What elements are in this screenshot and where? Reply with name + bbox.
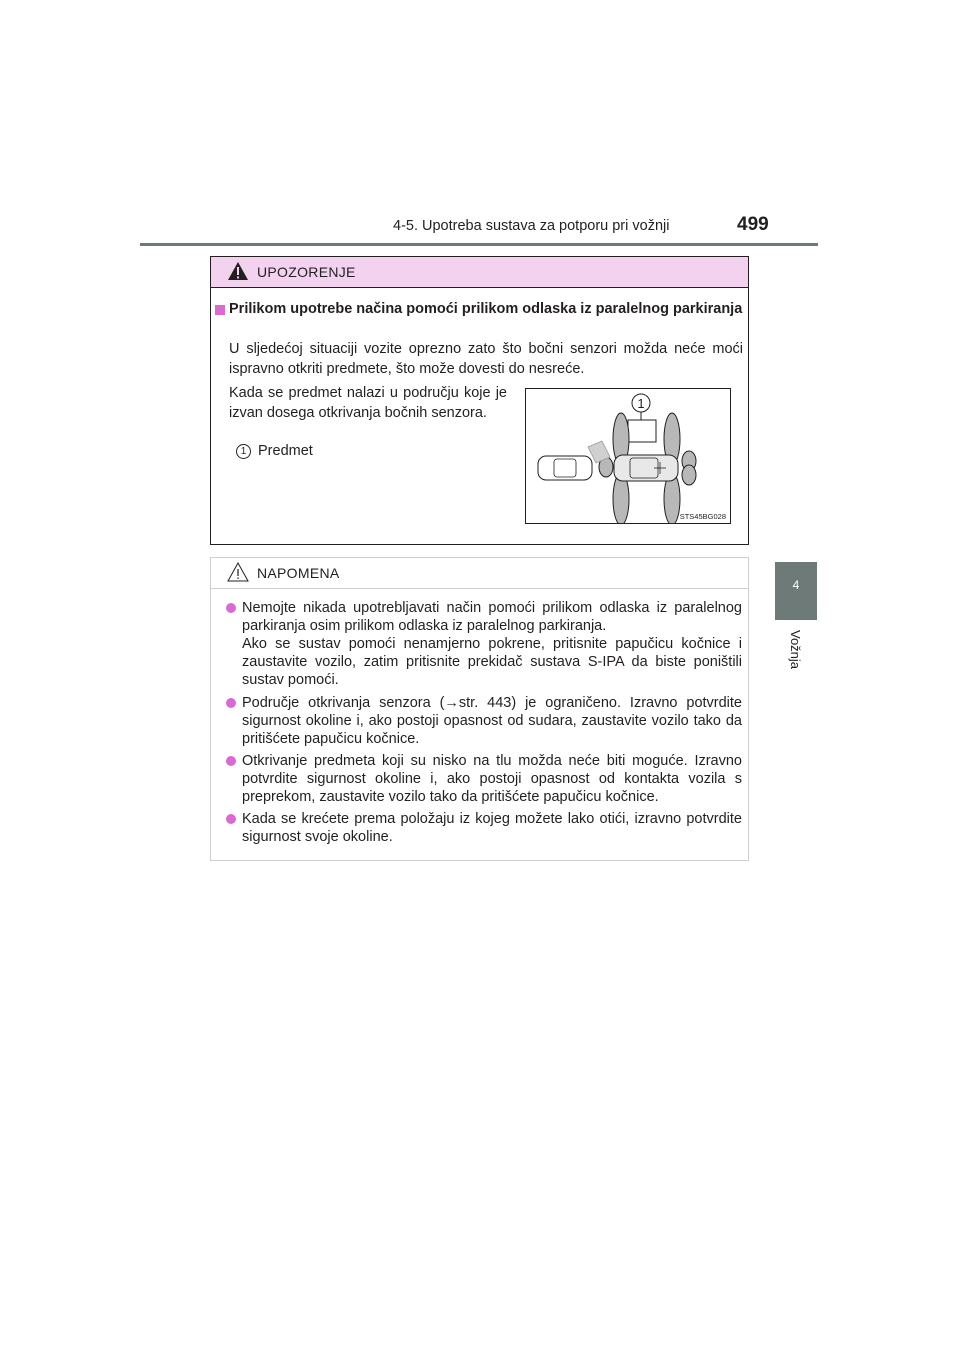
square-bullet-icon	[215, 305, 225, 315]
note-title: NAPOMENA	[257, 565, 340, 581]
figure-code: STS45BG028	[679, 512, 726, 521]
section-header: 4-5. Upotreba sustava za potporu pri vožnji	[393, 218, 670, 234]
chapter-tab: 4	[775, 562, 817, 620]
warning-heading: Prilikom upotrebe načina pomoći prilikom odlaska iz paralelnog parkiranja	[229, 301, 743, 317]
warning-header	[211, 257, 748, 288]
note-header	[211, 558, 748, 589]
note-item: Područje otkrivanja senzora (→str. 443) je ograničeno. Izravno potvrdite sigurnost okoline i, ako postoji opasnost od sudara, zaustavite vozilo tako da pritišćete papučicu kočnice.	[242, 695, 742, 747]
note-item: Otkrivanje predmeta koji su nisko na tlu možda neće biti moguće. Izravno potvrdite sigurnost okoline i, ako postoji opasnost od kontakta vozila s preprekom, zaustavite vozilo tako da pritišćete papučicu kočnice.	[242, 753, 742, 805]
chapter-label: Vožnja	[788, 630, 803, 670]
warning-title: UPOZORENJE	[257, 264, 356, 280]
parking-illustration	[526, 389, 730, 523]
round-bullet-icon	[226, 698, 236, 708]
sensor-range-figure	[525, 388, 731, 524]
figure-legend	[236, 443, 313, 459]
legend-number: 1	[236, 444, 251, 459]
legend-label: Predmet	[258, 443, 313, 459]
round-bullet-icon	[226, 603, 236, 613]
header-rule	[140, 243, 818, 246]
note-item: Nemojte nikada upotrebljavati način pomoći prilikom odlaska iz paralelnog parkiranja osim prilikom odlaska iz paralelnog parkiranja.	[242, 600, 742, 634]
caution-triangle-icon	[227, 562, 249, 582]
warning-case-text: Kada se predmet nalazi u području koje je izvan dosega otkrivanja bočnih senzora.	[229, 385, 507, 421]
note-item: Kada se krećete prema položaju iz kojeg možete lako otići, izravno potvrdite sigurnost svoje okoline.	[242, 811, 742, 845]
warning-body: U sljedećoj situaciji vozite oprezno zato što bočni senzori možda neće moći ispravno otkriti predmete, što može dovesti do nesreće.	[229, 341, 743, 377]
round-bullet-icon	[226, 814, 236, 824]
note-item: Ako se sustav pomoći nenamjerno pokrene, pritisnite papučicu kočnice i zaustavite vozilo, zatim pritisnite prekidač sustava S-IPA da biste poništili sustav pomoći.	[242, 636, 742, 688]
page-number: 499	[737, 214, 769, 235]
warning-triangle-icon	[227, 261, 249, 281]
round-bullet-icon	[226, 756, 236, 766]
figure-callout: 1	[637, 396, 645, 411]
